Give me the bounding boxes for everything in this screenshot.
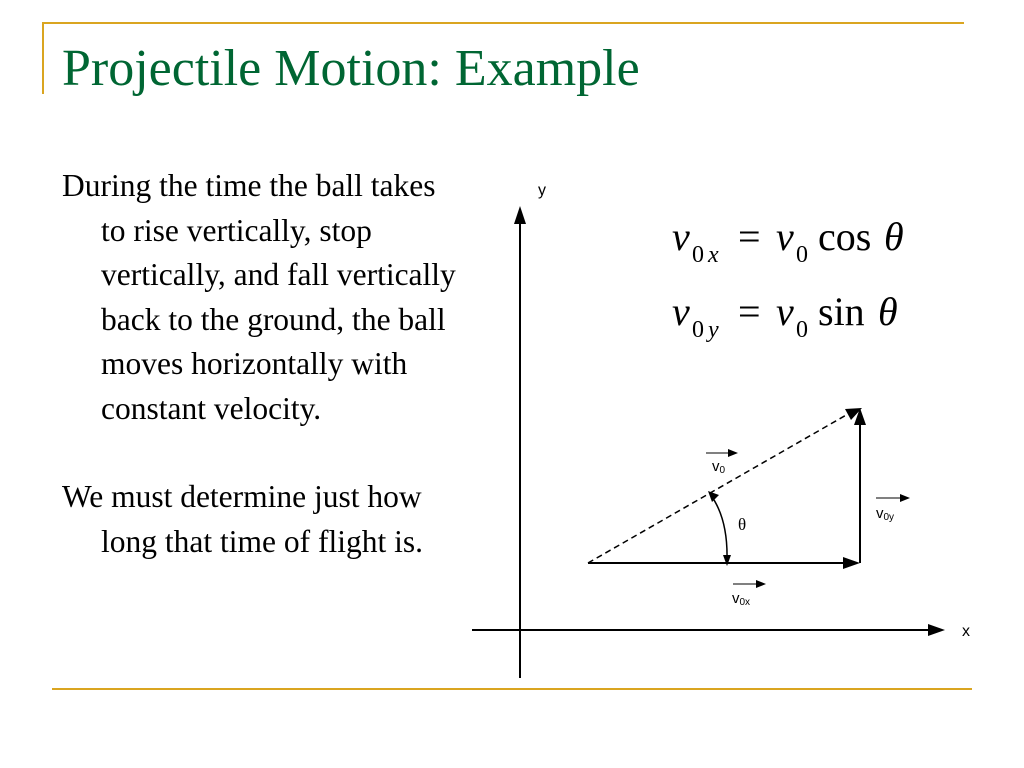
eq2-rhs-var: v: [776, 289, 794, 334]
angle-arc-arrowhead-bottom: [723, 555, 731, 566]
equation-v0y: [672, 289, 898, 343]
v0y-label: v0y: [876, 505, 895, 523]
eq1-func: cos: [818, 214, 872, 259]
eq2-angle: θ: [878, 289, 898, 334]
y-axis-arrowhead: [514, 206, 526, 224]
eq2-lhs-sub: y: [708, 317, 719, 343]
eq1-angle: θ: [884, 214, 904, 259]
eq1-lhs-sub: x: [708, 242, 719, 268]
eq1-lhs-sub0: 0: [692, 242, 704, 268]
eq2-lhs-sub0: 0: [692, 317, 704, 343]
y-axis-label: y: [538, 182, 546, 199]
x-axis-label: x: [962, 623, 970, 640]
eq2-func: sin: [818, 289, 865, 334]
v0x-label: v0x: [732, 590, 751, 608]
eq1-lhs-var: v: [672, 214, 690, 259]
slide-title: Projectile Motion: Example: [62, 40, 640, 97]
v0x-label-overarrow-head: [756, 580, 766, 588]
eq1-rhs-var: v: [776, 214, 794, 259]
bullet-item-1: During the time the ball takes to rise vertically, stop vertically, and fall vertically back to the ground, the ball moves horizontally with constant velocity.: [62, 168, 456, 426]
v0x-arrowhead: [843, 557, 860, 569]
angle-label: θ: [738, 515, 747, 534]
angle-arc-arrowhead-top: [708, 491, 719, 502]
eq1-equals: =: [738, 214, 761, 259]
v0-label-overarrow-head: [728, 449, 738, 457]
eq1-rhs-sub: 0: [796, 242, 808, 268]
eq2-lhs-var: v: [672, 289, 690, 334]
v0y-label-overarrow-head: [900, 494, 910, 502]
equation-v0x: [672, 214, 904, 268]
eq2-equals: =: [738, 289, 761, 334]
v0-vector-dashed: [588, 414, 848, 563]
bullet-item-2: We must determine just how long that time of flight is.: [62, 479, 423, 559]
angle-arc: [710, 494, 727, 560]
x-axis-arrowhead: [928, 624, 945, 636]
eq2-rhs-sub: 0: [796, 317, 808, 343]
v0-label: v0: [712, 458, 726, 476]
